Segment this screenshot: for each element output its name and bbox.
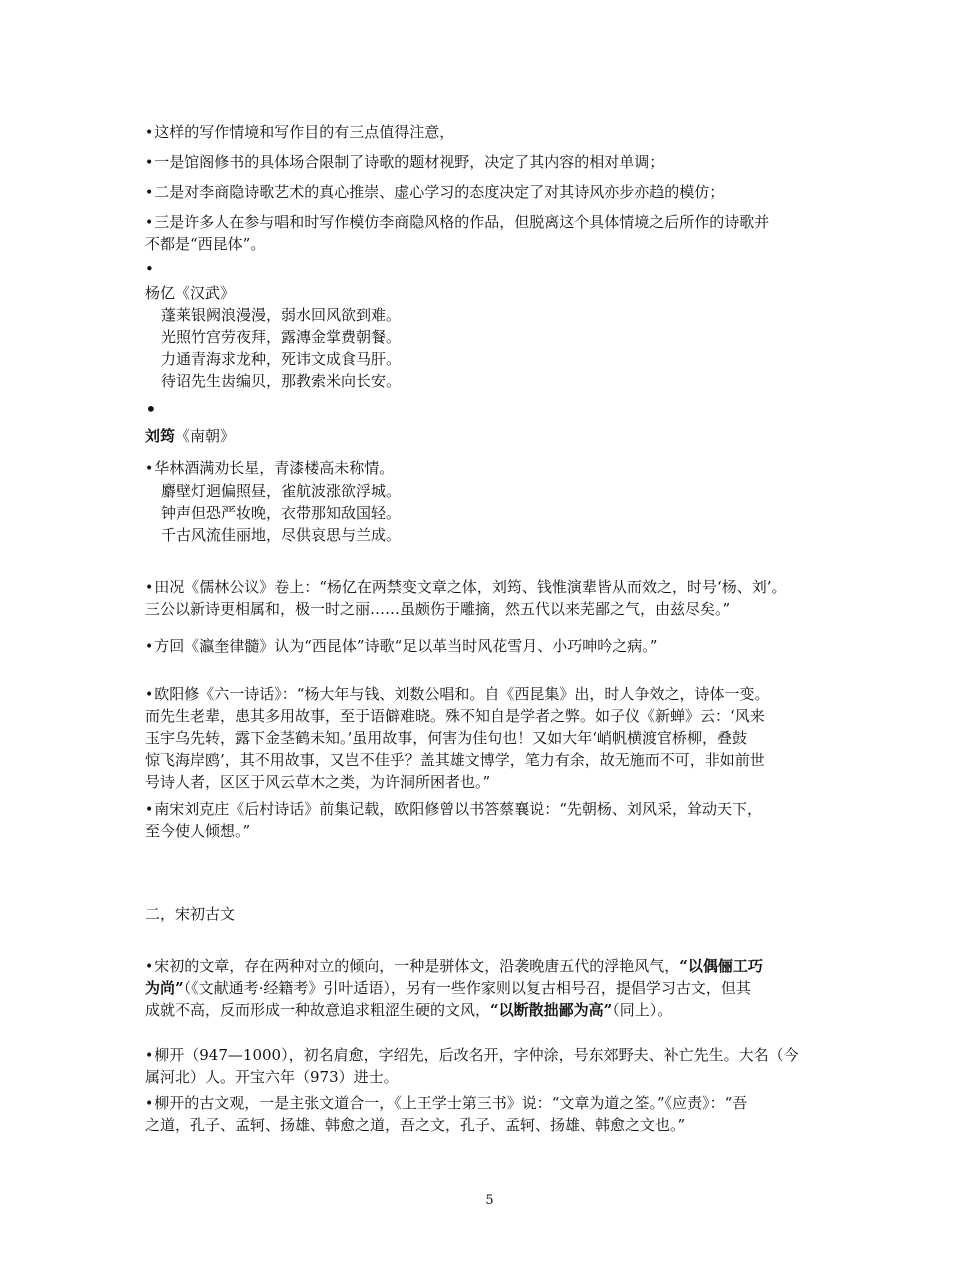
- bullet: •: [145, 959, 154, 975]
- paragraph-line: 属河北）人。开宝六年（973）进士。: [145, 1068, 399, 1086]
- poem-author: 刘筠: [145, 427, 176, 445]
- paragraph-line: 之道，孔子、孟轲、扬雄、韩愈之道，吾之文，孔子、孟轲、扬雄、韩愈之文也。”: [145, 1116, 686, 1134]
- bullet: •: [145, 1048, 154, 1064]
- paragraph-text: 柳开的古文观，一是主张文道合一，《上王学士第三书》说：“文章为道之筌。”《应责》：“吾: [154, 1094, 748, 1112]
- bullet: •: [145, 155, 154, 171]
- poem-line: 光照竹宫劳夜拜，露漙金掌费朝餐。: [161, 328, 402, 346]
- bullet-paragraph: [145, 181, 724, 204]
- bullet-paragraph: [145, 211, 769, 234]
- paragraph-line: 玉宇乌先转，露下金茎鹤未知。’虽用故事，何害为佳句也！又如大年‘峭帆横渡官桥柳，叠鼓: [145, 729, 748, 747]
- poem-title: [145, 425, 235, 447]
- paragraph-line: 为尚”（《文献通考·经籍考》引叶适语），另有一些作家则以复古相号召，提倡学习古文，但其: [145, 979, 751, 997]
- bullet: •: [145, 260, 154, 278]
- bullet-paragraph: [145, 683, 769, 706]
- paragraph-text: 三是许多人在参与唱和时写作模仿李商隐风格的作品，但脱离这个具体情境之后所作的诗歌并: [154, 213, 770, 231]
- poem-line: 钟声但恐严妆晚，衣带那知敌国轻。: [161, 504, 402, 522]
- bullet-paragraph: [145, 1044, 799, 1067]
- paragraph-line: 号诗人者，区区于风云草木之类，为许洞所困者也。”: [145, 773, 491, 791]
- paragraph-line: 不都是“西昆体”。: [145, 235, 266, 253]
- bold-quote: “以偶俪工巧: [679, 957, 763, 975]
- poem-line: 麝壁灯迴偏照昼，雀航波涨欲浮城。: [161, 482, 402, 500]
- page-number: 5: [485, 1193, 494, 1208]
- paragraph-line: 至今使人倾想。”: [145, 822, 251, 840]
- bullet: •: [145, 687, 154, 703]
- poem-line: 力通青海求龙种，死讳文成食马肝。: [161, 350, 402, 368]
- paragraph-text: 柳开（947—1000），初名肩愈，字绍先，后改名开，字仲涂，号东郊野夫、补亡先生。大名（今: [154, 1046, 799, 1064]
- paragraph-text: 南宋刘克庄《后村诗话》前集记载，欧阳修曾以书答蔡襄说：“先朝杨、刘风采，耸动天下，: [154, 800, 762, 818]
- paragraph-text: 二是对李商隐诗歌艺术的真心推崇、虚心学习的态度决定了对其诗风亦步亦趋的模仿；: [154, 183, 725, 201]
- poem-title: 杨亿《汉武》: [145, 284, 236, 302]
- bullet-paragraph: [145, 635, 657, 658]
- bold-quote: “以断散拙鄙为高”: [490, 1001, 613, 1019]
- poem-line: 待诏先生齿编贝，那教索米向长安。: [161, 372, 402, 390]
- bullet: •: [145, 215, 154, 231]
- bullet-paragraph: [145, 151, 664, 174]
- poem-line: •华林酒满劝长星，青漆楼高未称情。: [145, 459, 395, 477]
- paragraph-text: 方回《瀛奎律髓》认为“西昆体”诗歌“足以革当时风花雪月、小巧呻吟之病。”: [154, 637, 658, 655]
- bullet-paragraph: [145, 798, 762, 821]
- paragraph-line: 惊飞海岸鸥’，其不用故事，又岂不佳乎？盖其雄文博学，笔力有余，故无施而不可，非如前世: [145, 751, 765, 769]
- poem-line: 蓬莱银阙浪漫漫，弱水回风欲到难。: [161, 306, 402, 324]
- paragraph-text: 欧阳修《六一诗话》：“杨大年与钱、刘数公唱和。自《西昆集》出，时人争效之，诗体一变。: [154, 685, 770, 703]
- bullet: •: [145, 639, 154, 655]
- paragraph-line: 而先生老辈，患其多用故事，至于语僻难晓。殊不知自是学者之弊。如子仪《新蝉》云：‘风来: [145, 707, 765, 725]
- bullet-paragraph: [145, 121, 454, 144]
- bullet: •: [145, 1096, 154, 1112]
- paragraph-text: 一是馆阁修书的具体场合限制了诗歌的题材视野，决定了其内容的相对单调；: [154, 153, 665, 171]
- bullet: •: [145, 580, 154, 596]
- bold-quote: 为尚”: [145, 979, 184, 997]
- bullet-paragraph: •宋初的文章，存在两种对立的倾向，一种是骈体文，沿袭晚唐五代的浮艳风气，“以偶俪工巧: [145, 957, 763, 975]
- bullet: •: [145, 185, 154, 201]
- paragraph-line: 三公以新诗更相属和，极一时之丽……虽颇伤于雕摘，然五代以来芜鄙之气，由兹尽矣。”: [145, 600, 731, 618]
- bullet: •: [145, 125, 154, 141]
- bullet: •: [145, 397, 157, 421]
- bullet: •: [145, 802, 154, 818]
- paragraph-line: 成就不高，反而形成一种故意追求粗涩生硬的文风，“以断散拙鄙为高”（同上）。: [145, 1001, 673, 1019]
- paragraph-text: 这样的写作情境和写作目的有三点值得注意，: [154, 123, 455, 141]
- poem-line: 千古风流佳丽地，尽供哀思与兰成。: [161, 526, 402, 544]
- bullet: •: [145, 461, 154, 477]
- paragraph-text: 田况《儒林公议》卷上：“杨亿在两禁变文章之体，刘筠、钱惟演辈皆从而效之，时号‘杨、刘’。: [154, 578, 787, 596]
- section-heading: 二，宋初古文: [145, 905, 236, 923]
- bullet-paragraph: [145, 1092, 747, 1115]
- bullet-paragraph: [145, 576, 786, 599]
- poem-work: 《南朝》: [175, 427, 236, 445]
